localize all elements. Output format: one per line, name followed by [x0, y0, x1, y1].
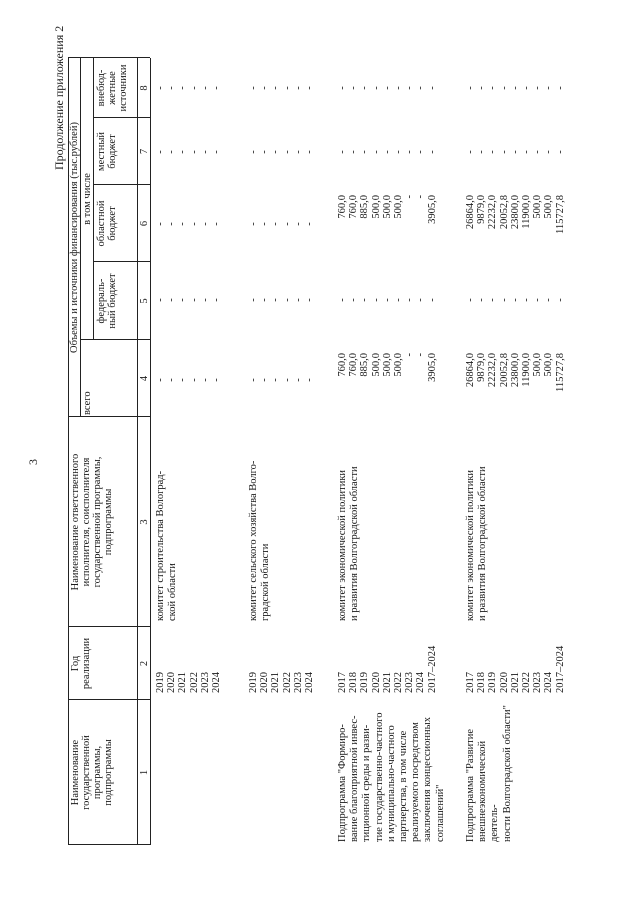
section-2-regional-column: - - - - - -: [248, 222, 315, 226]
table-right-border: [68, 57, 150, 58]
column-numbers-border: [150, 58, 151, 845]
section-3-extra-column: - - - - - - - - -: [337, 86, 438, 90]
column-number-8: 8: [139, 85, 150, 91]
column-number-7: 7: [139, 148, 150, 155]
section-3-years: 2017 2018 2019 2020 2021 2022 2023 2024 2017–2024: [337, 645, 438, 693]
column-number-2: 2: [139, 660, 150, 667]
column-number-3: 3: [139, 519, 150, 525]
header-year: Год реализации: [70, 637, 92, 690]
section-4-extra-column: - - - - - - - - -: [465, 86, 566, 90]
section-4-years: 2017 2018 2019 2020 2021 2022 2023 2024 2017–2024: [465, 645, 566, 693]
header-executor: Наименование ответственного исполнителя, соисполнителя государственной программы, подпрограммы: [70, 453, 114, 591]
section-2-federal-column: - - - - - -: [248, 298, 315, 302]
section-1-extra-column: - - - - - -: [155, 86, 222, 90]
column-divider-3: [68, 416, 150, 417]
column-divider-2: [68, 626, 150, 627]
column-number-6: 6: [139, 220, 150, 227]
header-bottom-border: [137, 58, 138, 845]
section-3-program-name: Подпрограмма "Формиро- вание благоприятной инвес- тиционной среды и разви- тие государственно-частного и муниципально-частного партнерства, в том числе реализуемого посредством заключения концессионных соглашений": [337, 712, 446, 842]
funding-header-border: [80, 58, 81, 417]
section-1-federal-column: - - - - - -: [155, 298, 222, 302]
column-number-1: 1: [139, 769, 150, 776]
column-number-5: 5: [139, 298, 150, 304]
column-divider-1: [68, 699, 150, 700]
including-header-border: [93, 58, 94, 340]
section-2-extra-column: - - - - - -: [248, 86, 315, 90]
page-number: 3: [26, 459, 40, 465]
header-funding: Объемы и источники финансирования (тыс.рублей): [69, 122, 80, 353]
section-3-local-column: - - - - - - - - -: [337, 150, 438, 154]
section-4-federal-column: - - - - - - - - -: [465, 298, 566, 302]
section-3-total-column: 760,0 760,0 885,0 500,0 500,0 500,0 - - 3905,0: [337, 353, 438, 382]
section-2-years: 2019 2020 2021 2022 2023 2024: [248, 672, 315, 693]
header-federal: федераль- ный бюджет: [96, 273, 118, 329]
header-regional: областной бюджет: [96, 200, 118, 247]
table-left-border: [68, 844, 150, 845]
section-2-total-column: - - - - - -: [248, 378, 315, 382]
header-total: всего: [82, 391, 93, 415]
header-program-name: Наименование государственной программы, подпрограммы: [70, 735, 114, 810]
section-3-executor: комитет экономической политики и развития Волгоградской области: [337, 466, 361, 621]
section-1-years: 2019 2020 2021 2022 2023 2024: [155, 672, 222, 693]
section-4-regional-column: 26864,0 9879,0 22232,0 20052,8 23800,0 11900,0 500,0 500,0 115727,8: [465, 195, 566, 234]
section-2-executor: комитет сельского хозяйства Волго- градской области: [248, 460, 272, 621]
section-4-program-name: Подпрограмма "Развитие внешнеэкономической деятель- ности Волгоградской области": [465, 705, 513, 842]
section-4-executor: комитет экономической политики и развития Волгоградской области: [465, 466, 489, 621]
continuation-label: Продолжение приложения 2: [52, 25, 66, 170]
header-extra: внебюд- жетные источники: [96, 64, 129, 112]
section-4-local-column: - - - - - - - - -: [465, 150, 566, 154]
section-1-regional-column: - - - - - -: [155, 222, 222, 226]
header-local: местный бюджет: [96, 131, 118, 172]
header-including: в том числе: [82, 173, 93, 225]
section-3-federal-column: - - - - - - - - -: [337, 298, 438, 302]
section-1-local-column: - - - - - -: [155, 150, 222, 154]
section-4-total-column: 26864,0 9879,0 22232,0 20052,8 23800,0 11900,0 500,0 500,0 115727,8: [465, 353, 566, 392]
section-1-executor: комитет строительства Волоград- ской области: [155, 470, 179, 621]
column-number-4: 4: [139, 375, 150, 382]
section-1-total-column: - - - - - -: [155, 378, 222, 382]
section-2-local-column: - - - - - -: [248, 150, 315, 154]
section-3-regional-column: 760,0 760,0 885,0 500,0 500,0 500,0 - - 3905,0: [337, 195, 438, 224]
